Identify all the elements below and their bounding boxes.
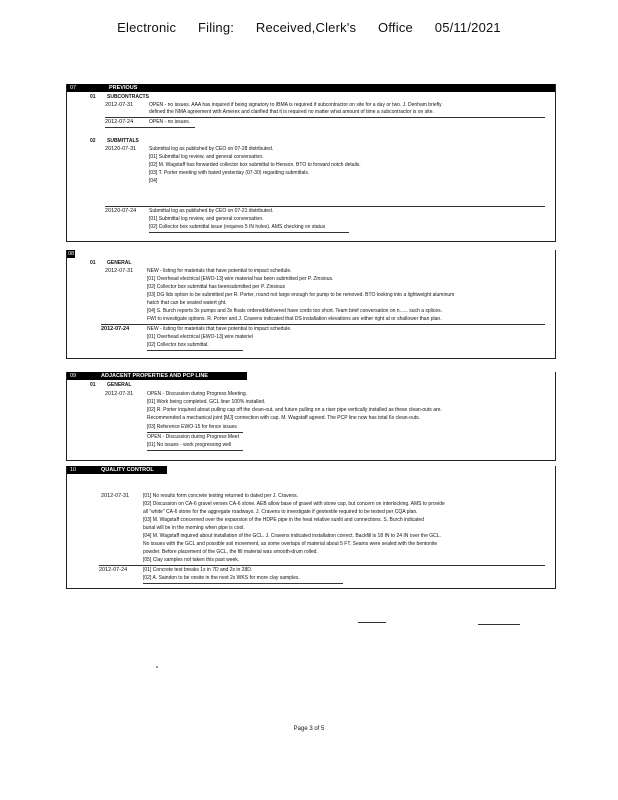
entry-date: 2012-07-24 [105, 119, 134, 125]
entry-line: [02] Discussion on CA-6 gravel verses CA-6 stone. AEB allow base of gravel with stone cap, but concern on interlocking. AMS to provide [143, 501, 445, 507]
divider [105, 127, 195, 128]
entry-line: [03] DG lids option to be submitted per R. Porter, round not large enough for pump to be removed. BTO looking into a lightweight aluminum [147, 292, 455, 298]
header-office: Office [378, 20, 413, 35]
entry-line: [03] T. Porter meeting with bated yesterday (07-30) regarding submittals. [149, 170, 310, 176]
entry-line: [05] Clay samples not taken this past week. [143, 557, 240, 563]
entry-line: NEW - listing for materials that have potential to impact schedule. [147, 326, 292, 332]
entry-line: all "white" CA-6 stone for the aggregate roadways. J. Cravens to investigate if geotextile required to be tested per CQA plan. [143, 509, 418, 515]
entry-line: [02] R. Porter inquired about pulling cap off the clean-out, and future pulling on a riser pipe vertically installed as these clean-outs are. [147, 407, 442, 413]
entry-date: 2012-07-24 [101, 326, 130, 332]
entry-line: [01] Overhead electrical [EWO-13] wire materiel [147, 334, 253, 340]
entry-line: [01] Concrete test breaks 1x in 7D and 2x in 28D. [143, 567, 253, 573]
entry-line: [02] A. Saindon to be onsite in the next 2x WKS for more clay samples. [143, 575, 300, 581]
entry-line: defined the NMA agreement with Amerex and clarified that it is required no matter what amount of time a subcontractor is on site. [149, 109, 434, 115]
signature-line [358, 622, 386, 623]
entry-line: OPEN - Discussion during Progress Meet [147, 434, 239, 440]
divider [147, 432, 243, 433]
header-filing: Filing: [198, 20, 235, 35]
entry-date: 2012-07-31 [105, 391, 134, 397]
section-number: 08 [68, 251, 75, 257]
scan-speck [156, 666, 158, 668]
divider [147, 450, 243, 451]
entry-line: [03] M. Wagstaff concerned over the expansion of the HDPE pipe in the heat relative sunlit and connections. S. Burch indicated [143, 517, 424, 523]
entry-line: No issues with the GCL and possible soil movement, as some overlaps of material about 5 FT. Seams were sealed with the bentonite [143, 541, 438, 547]
section-bar [67, 84, 555, 92]
page-number: Page 3 of 5 [293, 726, 325, 732]
entry-line: [01] No results form concrete testing returned to dated per J. Cravens. [143, 493, 299, 499]
entry-line: [01] Submittal log review, and general conversation. [149, 216, 264, 222]
entry-line: [01] Submittal log review, and general conversation. [149, 154, 264, 160]
entry-line: burial will be in the morning when pipe is cool. [143, 525, 245, 531]
subsection-title: GENERAL [107, 382, 132, 388]
section-title: ADJACENT PROPERTIES AND PCP LINE [101, 373, 208, 379]
section-bar [67, 372, 247, 380]
entry-line: OPEN - Discussion during Progress Meeting. [147, 391, 248, 397]
header-date: 05/11/2021 [434, 20, 501, 35]
entry-line: FWI to investigate options. R. Porter and J. Cravens indicated that DS installation elevations are either right at or shallower than plan. [147, 316, 442, 322]
entry-date: 20120-07-31 [105, 146, 137, 152]
entry-line: [04] [149, 178, 158, 184]
entry-line: hatch that can be seated watert ght. [147, 300, 227, 306]
section-materials [66, 250, 556, 359]
entry-line: [01] No issues - work progressing well [147, 442, 232, 448]
entry-line: powder. Before placement of the GCL, the fill material was smooth-drum rolled. [143, 549, 318, 555]
entry-line: NEW - listing for materials that have potential to impact schedule. [147, 268, 292, 274]
section-adjacent-properties [66, 372, 556, 461]
entry-date: 2012-07-31 [105, 268, 134, 274]
subsection-number: 01 [90, 260, 96, 266]
subsection-title: SUBMITTALS [107, 138, 139, 144]
divider [101, 324, 545, 325]
divider [99, 565, 545, 566]
entry-line: [04] M. Wagstaff inquired about installation of the GCL. J. Cravens indicated installation correct. Backfill is 18 IN to 24 IN over the GCL. [143, 533, 441, 539]
entry-line: Submittal log as published by CEO on 07-28 distributed. [149, 146, 274, 152]
subsection-number: 02 [90, 138, 96, 144]
entry-line: [01] Overhead electrical [EWO-13] wire material has been submitted per P. Zinsious. [147, 276, 334, 282]
entry-line: [02] Collector box submittal issue (requires 5 IN holes). AMS checking on status [149, 224, 326, 230]
entry-line: [04] S. Burch reports 3x pumps and 3x floats ordered/delivered have cords too short. Team brief conversation on n...... such a splices. [147, 308, 443, 314]
filing-header [0, 20, 618, 35]
divider [147, 350, 243, 351]
entry-line: [02] M. Wagstaff has forwarded collector box submittal to Henson. BTO to forward notch details. [149, 162, 361, 168]
divider [105, 117, 545, 118]
entry-date: 2012-07-24 [99, 567, 128, 573]
entry-line: Recommended a mechanical joint [MJ] connection with cap. M. Wagstaff agreed. The PCP line now has total 6x clean-outs. [147, 415, 421, 421]
section-title: PREVIOUS [109, 85, 138, 91]
entry-line: [03] Reference EWO-15 for fence issues [147, 424, 237, 430]
section-number: 09 [70, 373, 77, 379]
divider [143, 583, 343, 584]
header-electronic: Electronic [117, 20, 177, 35]
entry-line: [01] Work being completed. GCL liner 100% installed. [147, 399, 266, 405]
signature-line [478, 624, 520, 625]
entry-date: 2012-07-31 [101, 493, 130, 499]
entry-date: 20120-07-24 [105, 208, 137, 214]
subsection-number: 01 [90, 94, 96, 100]
section-bar [67, 466, 167, 474]
section-quality-control [66, 466, 556, 589]
section-previous [66, 84, 556, 242]
divider [149, 232, 349, 233]
subsection-title: GENERAL [107, 260, 132, 266]
section-title: QUALITY CONTROL [101, 467, 154, 473]
section-number: 10 [70, 467, 77, 473]
entry-line: OPEN - no issues. [149, 119, 191, 125]
header-received: Received,Clerk's [255, 20, 357, 35]
entry-line: Submittal log as published by CEO on 07-21 distributed. [149, 208, 274, 214]
entry-line: OPEN - no issues. AAA has inquired if being signatory to IBMA is required if subcontractor on site for a day or two. J. Denham briefly [149, 102, 442, 108]
entry-line: [02] Collector box submittal. [147, 342, 209, 348]
subsection-title: SUBCONTRACTS [107, 94, 149, 100]
divider [105, 206, 545, 207]
section-number: 07 [70, 85, 77, 91]
subsection-number: 01 [90, 382, 96, 388]
entry-date: 2012-07-31 [105, 102, 134, 108]
entry-line: [02] Collector box submittal has beensubmitted per P. Zinsious [147, 284, 286, 290]
section-bar [67, 250, 75, 258]
